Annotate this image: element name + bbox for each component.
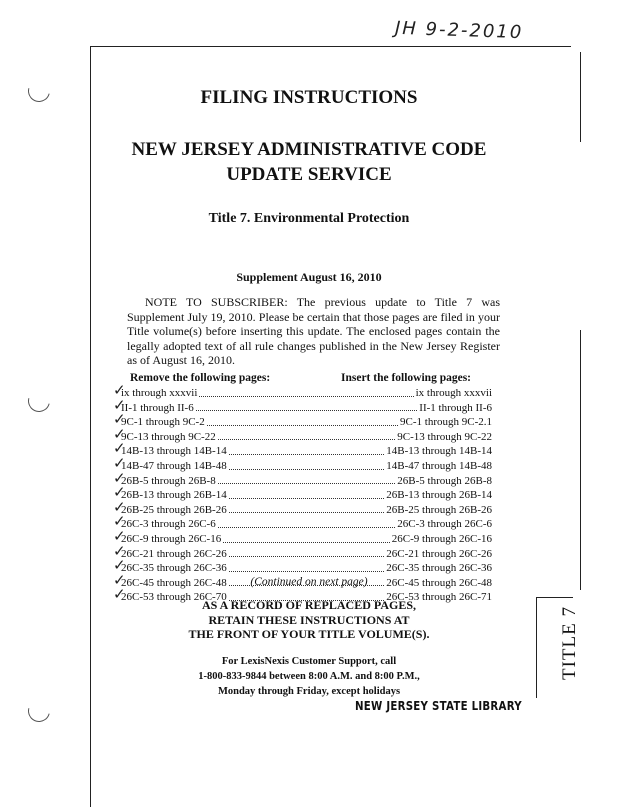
leader-dots — [218, 517, 396, 528]
remove-range: 26C-35 through 26C-36 — [121, 562, 227, 575]
library-stamp: NEW JERSEY STATE LIBRARY — [355, 699, 522, 713]
leader-dots — [223, 532, 390, 543]
insert-range: 26B-5 through 26B-8 — [397, 474, 492, 487]
remove-range: ix through xxxvii — [121, 387, 198, 399]
insert-range: 14B-47 through 14B-48 — [386, 459, 492, 472]
handwritten-date: JH 9-2-2010 — [394, 17, 524, 44]
list-item — [113, 395, 492, 416]
remove-range: 14B-47 through 14B-48 — [121, 459, 227, 472]
continued-note: (Continued on next page) — [250, 576, 368, 588]
checkmark-icon: ✓ — [113, 395, 126, 414]
subscriber-note: NOTE TO SUBSCRIBER: The previous update to Title 7 was Supplement July 19, 2010. Please be certain that those pages are filed in your Title volume(s) before inserting this update. The enclosed pages contain the legally adopted text of all rule changes published in the New Jersey Register as of August 16, 2010. — [127, 295, 500, 368]
list-item — [113, 497, 492, 518]
remove-range: 9C-1 through 9C-2 — [121, 416, 205, 429]
insert-range: II-1 through II-6 — [419, 401, 492, 414]
list-item — [113, 512, 492, 532]
insert-range: 26B-25 through 26B-26 — [386, 503, 492, 516]
right-rule — [580, 330, 581, 590]
checkmark-icon: ✓ — [113, 585, 126, 604]
record-line-1: AS A RECORD OF REPLACED PAGES, — [201, 598, 417, 612]
title-subtitle: Title 7. Environmental Protection — [208, 211, 410, 226]
checkmark-icon: ✓ — [113, 468, 126, 487]
tab-label: TITLE 7 — [559, 606, 580, 681]
service-line-2: UPDATE SERVICE — [226, 164, 392, 185]
leader-dots — [218, 430, 396, 441]
page-list — [113, 381, 492, 605]
insert-range: 26C-35 through 26C-36 — [386, 562, 492, 575]
checkmark-icon: ✓ — [113, 556, 126, 575]
leader-dots — [218, 474, 396, 485]
remove-range: 9C-13 through 9C-22 — [121, 430, 216, 443]
leader-dots — [199, 386, 413, 397]
remove-range: 26B-5 through 26B-8 — [121, 474, 216, 487]
service-line-1: NEW JERSEY ADMINISTRATIVE CODE — [131, 139, 487, 160]
insert-range: ix through xxxvii — [415, 387, 492, 399]
remove-range: 26C-53 through 26C-70 — [121, 591, 227, 604]
checkmark-icon: ✓ — [113, 381, 126, 399]
checkmark-icon: ✓ — [113, 497, 126, 516]
remove-range: 14B-13 through 14B-14 — [121, 445, 227, 458]
supplement-date: Supplement August 16, 2010 — [236, 270, 382, 284]
insert-range: 14B-13 through 14B-14 — [386, 445, 492, 458]
list-item — [113, 556, 492, 576]
list-item — [113, 424, 492, 445]
remove-range: 26B-25 through 26B-26 — [121, 503, 227, 516]
checkmark-icon: ✓ — [113, 570, 126, 589]
customer-support — [0, 654, 618, 699]
service-title — [0, 137, 618, 187]
insert-range: 9C-1 through 9C-2.1 — [400, 416, 492, 429]
checkmark-icon: ✓ — [113, 410, 126, 429]
remove-range: 26B-13 through 26B-14 — [121, 489, 227, 502]
insert-range: 26C-45 through 26C-48 — [386, 576, 492, 589]
leader-dots — [196, 401, 418, 412]
punch-hole-icon — [24, 386, 54, 416]
list-item — [113, 381, 492, 401]
list-item — [113, 468, 492, 489]
insert-range: 26B-13 through 26B-14 — [386, 489, 492, 502]
checkmark-icon: ✓ — [113, 424, 126, 443]
remove-range: 26C-3 through 26C-6 — [121, 518, 216, 531]
list-item — [113, 483, 492, 503]
list-item — [113, 541, 492, 562]
list-item — [113, 410, 492, 430]
checkmark-icon: ✓ — [113, 526, 126, 545]
leader-dots — [229, 547, 385, 558]
checkmark-icon: ✓ — [113, 512, 126, 531]
list-item — [113, 526, 492, 547]
leader-dots — [229, 459, 385, 470]
remove-range: 26C-21 through 26C-26 — [121, 547, 227, 560]
insert-range: 9C-13 through 9C-22 — [397, 430, 492, 443]
insert-range: 26C-3 through 26C-6 — [397, 518, 492, 531]
leader-dots — [229, 488, 385, 499]
record-line-3: THE FRONT OF YOUR TITLE VOLUME(S). — [188, 627, 430, 641]
leader-dots — [229, 503, 385, 514]
checkmark-icon: ✓ — [113, 453, 126, 472]
checkmark-icon: ✓ — [113, 439, 126, 458]
support-line-2: 1-800-833-9844 between 8:00 A.M. and 8:00 P.M., — [198, 671, 420, 682]
support-line-1: For LexisNexis Customer Support, call — [221, 656, 397, 667]
checkmark-icon: ✓ — [113, 483, 126, 502]
support-line-3: Monday through Friday, except holidays — [217, 686, 401, 697]
insert-range: 26C-21 through 26C-26 — [386, 547, 492, 560]
remove-range: 26C-45 through 26C-48 — [121, 576, 227, 589]
leader-dots — [207, 415, 398, 426]
remove-header: Remove the following pages: — [130, 372, 271, 384]
punch-hole-icon — [24, 696, 54, 726]
leader-dots — [229, 444, 385, 455]
insert-range: 26C-53 through 26C-71 — [386, 591, 492, 604]
insert-range: 26C-9 through 26C-16 — [391, 532, 492, 545]
list-item — [113, 453, 492, 474]
insert-header: Insert the following pages: — [341, 372, 472, 384]
page-title: FILING INSTRUCTIONS — [200, 87, 418, 108]
remove-range: 26C-9 through 26C-16 — [121, 532, 222, 545]
list-item — [113, 439, 492, 459]
leader-dots — [229, 561, 385, 572]
checkmark-icon: ✓ — [113, 541, 126, 560]
record-line-2: RETAIN THESE INSTRUCTIONS AT — [208, 612, 410, 627]
record-instructions — [0, 598, 618, 642]
remove-range: II-1 through II-6 — [121, 401, 194, 414]
